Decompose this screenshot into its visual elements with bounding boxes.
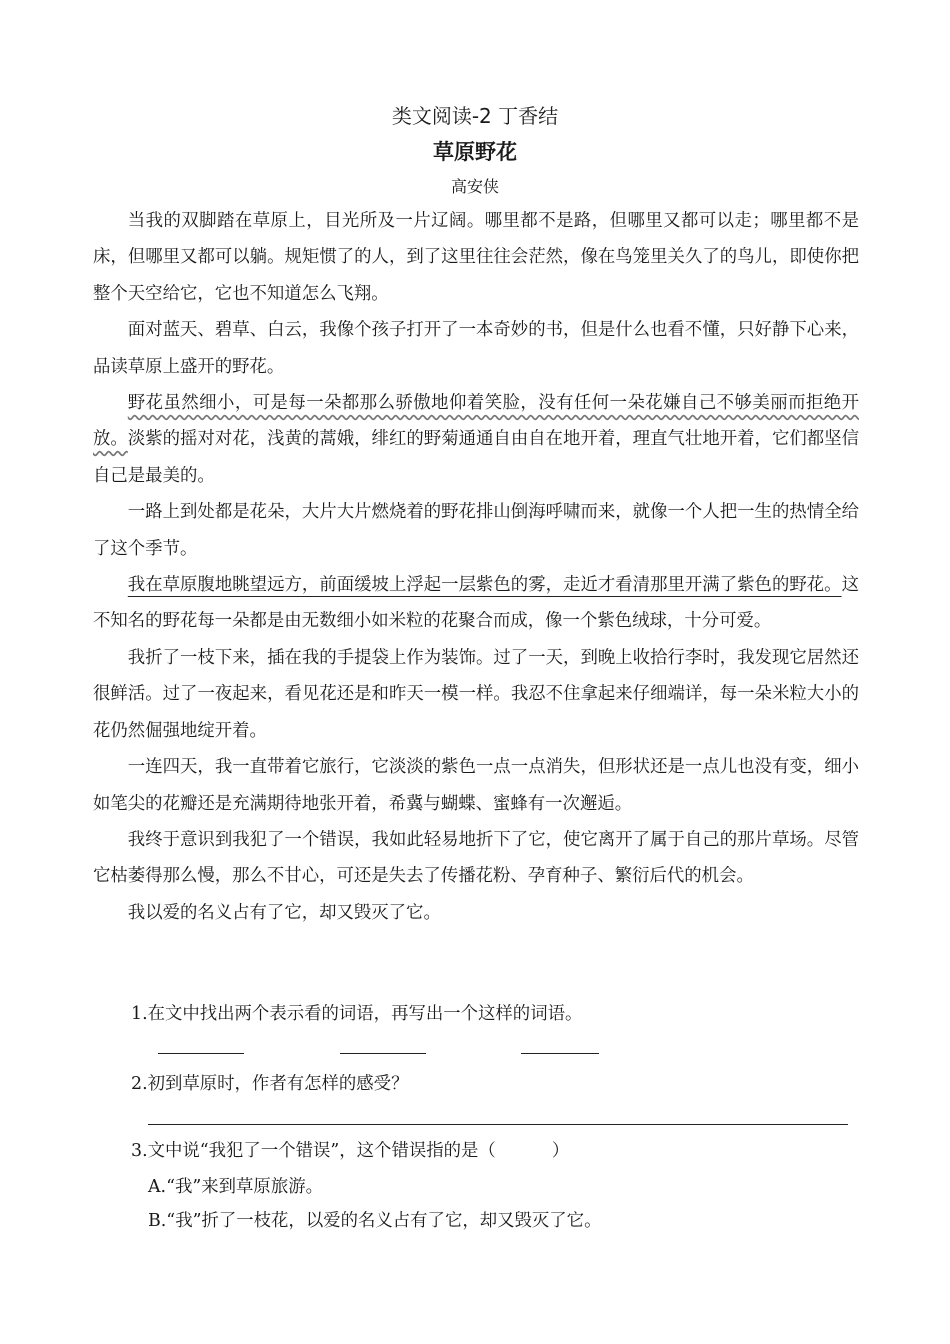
paragraph-3 [93, 385, 859, 494]
paragraph-5-rest: 这不知名的野花每一朵都是由无数细小如米粒的花聚合而成，像一个紫色绒球，十分可爱。 [93, 575, 859, 632]
paragraph-9: 我以爱的名义占有了它，却又毁灭了它。 [127, 902, 441, 923]
answer-blank-1c[interactable] [521, 1053, 599, 1054]
option-a[interactable]: A.“我”来到草原旅游。 [148, 1177, 323, 1197]
paragraph-5 [93, 567, 859, 640]
article-title: 草原野花 [433, 140, 517, 164]
question-3-text: 3.文中说“我犯了一个错误”，这个错误指的是（ [131, 1141, 496, 1161]
paragraph-7: 一连四天，我一直带着它旅行，它淡淡的紫色一点一点消失，但形状还是一点儿也没有变，细小如笔尖的花瓣还是充满期待地张开着，希冀与蝴蝶、蜜蜂有一次邂逅。 [93, 757, 859, 814]
series-title: 类文阅读-2 丁香结 [391, 104, 559, 128]
paragraph-2: 面对蓝天、碧草、白云，我像个孩子打开了一本奇妙的书，但是什么也看不懂，只好静下心来，品读草原上盛开的野花。 [93, 320, 859, 377]
answer-line-2[interactable] [148, 1124, 848, 1125]
question-3 [131, 1139, 569, 1163]
wavy-underlined-sentence: 野花虽然细小，可是每一朵都那么骄傲地仰着笑脸，没有任何一朵花嫌自己不够美丽而拒绝开放。 [93, 393, 859, 450]
question-3-close: ） [551, 1141, 570, 1161]
paragraph-1: 当我的双脚踏在草原上，目光所及一片辽阔。哪里都不是路，但哪里又都可以走；哪里都不是床，但哪里又都可以躺。规矩惯了的人，到了这里往往会茫然，像在鸟笼里关久了的鸟儿，即使你把整个天空给它，它也不知道怎么飞翔。 [93, 211, 859, 304]
article-body [93, 203, 859, 931]
question-2: 2.初到草原时，作者有怎样的感受？ [131, 1074, 409, 1094]
author-name: 高安侠 [450, 177, 499, 196]
paragraph-6: 我折了一枝下来，插在我的手提袋上作为装饰。过了一天，到晚上收拾行李时，我发现它居然还很鲜活。过了一夜起来，看见花还是和昨天一模一样。我忍不住拿起来仔细端详，每一朵米粒大小的花仍然倔强地绽开着。 [93, 647, 859, 741]
underlined-sentence: 我在草原腹地眺望远方，前面缓坡上浮起一层紫色的雾，走近才看清那里开满了紫色的野花。 [127, 575, 842, 596]
answer-blank-1a[interactable] [158, 1053, 244, 1054]
question-1: 1.在文中找出两个表示看的词语，再写出一个这样的词语。 [131, 1004, 583, 1024]
paragraph-4: 一路上到处都是花朵，大片大片燃烧着的野花排山倒海呼啸而来，就像一个人把一生的热情全给了这个季节。 [93, 502, 859, 559]
answer-blank-1b[interactable] [340, 1053, 426, 1054]
option-b[interactable]: B.“我”折了一枝花，以爱的名义占有了它，却又毁灭了它。 [148, 1211, 602, 1231]
paragraph-8: 我终于意识到我犯了一个错误，我如此轻易地折下了它，使它离开了属于自己的那片草场。尽管它枯萎得那么慢，那么不甘心，可还是失去了传播花粉、孕育种子、繁衍后代的机会。 [93, 829, 859, 887]
paragraph-3-rest: 淡紫的摇对对花，浅黄的蒿娥，绯红的野菊通通自由自在地开着，理直气壮地开着，它们都坚信自己是最美的。 [93, 429, 859, 486]
